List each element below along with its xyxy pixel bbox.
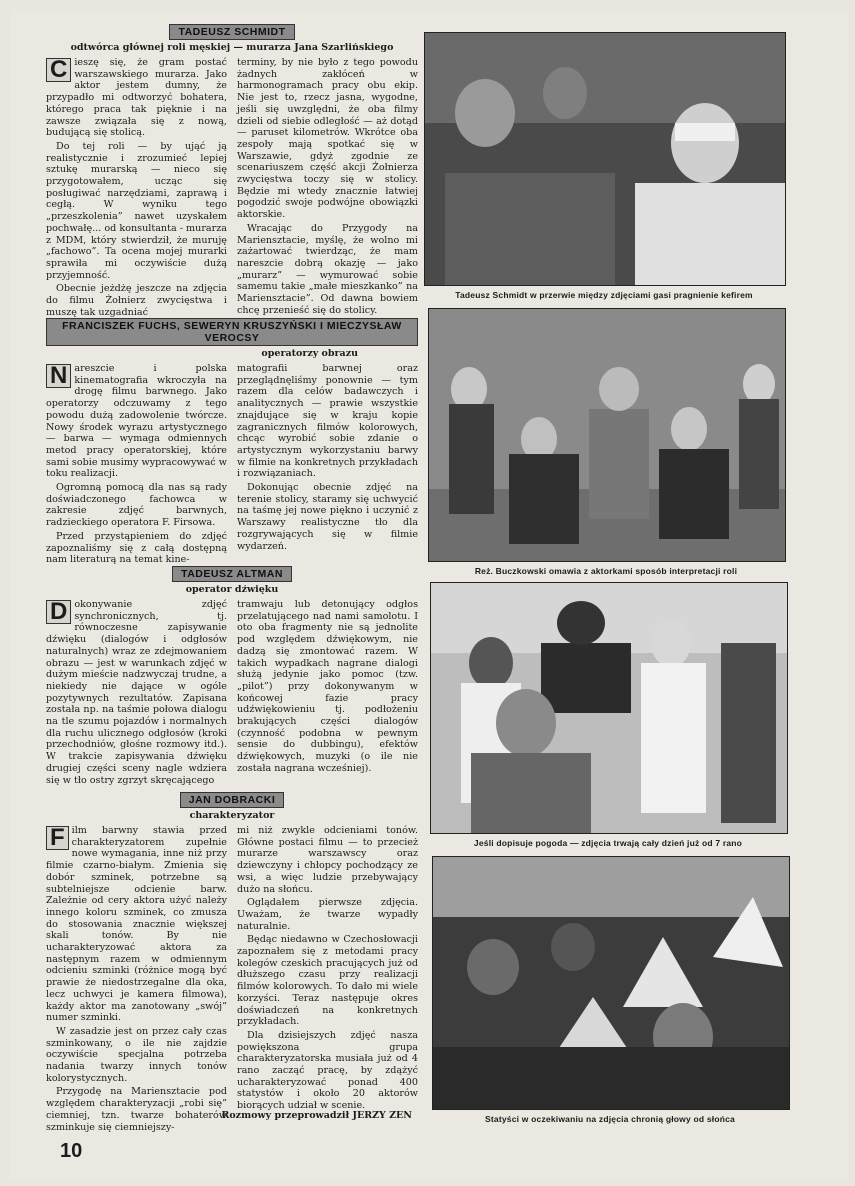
paragraph: tramwaju lub detonujący odgłos przelatującego nad nami samolotu. I oto oba fragmenty nie są jednolite pod względem dźwiękowym, nie dadzą się zmontować razem. W takich wypadkach nagrane dialogi służą jedynie jako pomoc (tzw. „pilot”) przy dokonywanym w końcowej fazie pracy udźwiękowieniu tj. podłożeniu brakujących części dialogów (czynność podobna w pewnym sensie do dubbingu), efektów dźwiękowych, muzyki (o ile nie została nagrana wcześniej). (237, 599, 418, 774)
person-name: JAN DOBRACKI (180, 792, 285, 808)
photo-placeholder (433, 857, 789, 1109)
paragraph: D okonywanie zdjęć synchronicznych, tj. równoczesne zapisywanie dźwięku (dialogów i odgłosów naturalnych) wraz ze zdejmowaniem obrazu — jest w warunkach zdjęć w dużym mieście nadzwyczaj trudne, a niekiedy nie dające w ogóle pozytywnych rezultatów. Zapisana została np. na taśmie połowa dialogu na tle szumu pojazdów i normalnych dla ruchu ulicznego odgłosów (kroki przechodniów, głośne rozmowy itd.). W trakcie zapisywania dźwięku drugiej części sceny nagle wdziera się w tło ostry zgrzyt skręcającego (46, 598, 227, 786)
paragraph: Dokonując obecnie zdjęć na terenie stolicy, staramy się uchwycić na taśmę jej nowe piękno i uczynić z Warszawy realistyczne tło dla rozgrywających się w filmie wydarzeń. (237, 482, 418, 552)
section-altman (46, 562, 418, 784)
paragraph: Przed przystąpieniem do zdjęć zapoznaliśmy się z całą dostępną nam literaturą na temat kine- (46, 530, 227, 566)
drop-cap: N (46, 364, 71, 388)
person-role: odtwórca głównej roli męskiej — murarza Jana Szarlińskiego (70, 42, 394, 53)
text-column-2 (237, 599, 418, 788)
text-columns (46, 57, 418, 320)
drop-cap: D (46, 600, 71, 624)
person-name: FRANCISZEK FUCHS, SEWERYN KRUSZYŃSKI I MIECZYSŁAW VEROCSY (46, 318, 418, 346)
text-columns (46, 363, 418, 568)
photo-director-actresses (428, 308, 786, 562)
section-header (46, 788, 418, 821)
paragraph: N areszcie i polska kinematografia wkroczyła na drogę filmu barwnego. Jako operatorzy odczuwamy z tego powodu dużą zadowolenie twórcze. Nowy środek wyrazu artystycznego — barwa — wymaga odmiennych metod pracy operatorskiej, które sami sobie musimy wypracowywać w toku realizacji. (46, 362, 227, 480)
photo-caption: Jeśli dopisuje pogoda — zdjęcia trwają cały dzień już od 7 rano (473, 838, 743, 848)
photo-placeholder (429, 309, 785, 561)
photo-actor-drinking (424, 32, 786, 286)
page-number: 10 (60, 1140, 83, 1162)
paragraph: Będąc niedawno w Czechosłowacji zapoznałem się z metodami pracy kolegów czeskich pracujących już od dłuższego czasu przy realizacji filmów kolorowych. To dało mi wiele korzyści. Teraz następuje okres doświadczeń na konkretnych przykładach. (237, 934, 418, 1028)
photo-placeholder (425, 33, 785, 285)
paragraph: Wracając do Przygody na Mariensztacie, myślę, że wolno mi zażartować twierdząc, że mam nareszcie dobrą okazję — jako „murarz” — wymurować sobie samemu takie „małe mieszkanko” na Mariensztacie”. Od dawna bowiem chcę przenieść się do stolicy. (237, 222, 418, 316)
paragraph: C ieszę się, że gram postać warszawskiego murarza. Jako aktor jestem dumny, że przypadło mi odtworzyć bohatera, którego praca tak pięknie i na zawsze związała się z nową, budującą się stolicą. (46, 56, 227, 139)
paragraph: Oglądałem pierwsze zdjęcia. Uważam, że twarze wypadły naturalnie. (237, 897, 418, 932)
text-column-1 (46, 599, 227, 788)
text-columns (46, 825, 418, 1135)
section-operators (46, 318, 418, 566)
text-column-1 (46, 363, 227, 568)
paragraph: terminy, by nie było z tego powodu żadnych zakłóceń w harmonogramach pracy obu ekip. Nie jest to, rzecz jasna, wygodne, jeśli się uwzględni, że oba filmy dzieli od siebie odległość — aż dotąd — paruset kilometrów. Wkrótce oba zespoły mają spotkać się w Warszawie, gdyż zgodnie ze scenariuszem część akcji Żołnierza zwycięstwa toczy się w stolicy. Będzie mi wtedy znacznie łatwiej pogodzić swoje podwójne obowiązki aktorskie. (237, 57, 418, 221)
text-column-1 (46, 57, 227, 320)
paragraph: matografii barwnej oraz przeglądnęliśmy ponownie — tym razem dla celów badawczych i analitycznych — prawie wszystkie znajdujące się w kraju kopie zagranicznych filmów kolorowych, chcąc wyrobić sobie zdanie o artystycznym wykorzystaniu barwy w filmie na konkretnych przykładach i rozwiązaniach. (237, 363, 418, 480)
text-columns (46, 599, 418, 788)
person-name: TADEUSZ SCHMIDT (169, 24, 294, 40)
photo-extras-waiting (432, 856, 790, 1110)
paragraph: Dla dzisiejszych zdjęć nasza powiększona grupa charakteryzatorska musiała już od 4 rano zacząć pracę, by zdążyć ucharakteryzować ponad 400 statystów i około 20 aktorów biorących udział w scenie. (237, 1029, 418, 1112)
paragraph: Ogromną pomocą dla nas są rady doświadczonego fachowca w zakresie zdjęć barwnych, radzieckiego operatora F. Firsowa. (46, 482, 227, 529)
person-role: operatorzy obrazu (261, 348, 358, 359)
photo-caption: Statyści w oczekiwaniu na zdjęcia chronią głowy od słońca (485, 1114, 735, 1124)
drop-cap: C (46, 58, 71, 82)
person-role: charakteryzator (189, 810, 275, 821)
text-column-2 (237, 363, 418, 568)
paragraph: Przygodę na Mariensztacie pod względem charakteryzacji „robi się” ciemniej, tzn. twarze bohaterów szminkuje się ciemniejszy- (46, 1086, 227, 1133)
paragraph: Obecnie jeżdżę jeszcze na zdjęcia do filmu Żołnierz zwycięstwa i muszę tak uzgadniać (46, 283, 227, 318)
person-role: operator dźwięku (185, 584, 279, 595)
section-schmidt (46, 20, 418, 318)
text-column-1 (46, 825, 227, 1135)
photo-camera-crew (430, 582, 788, 834)
paragraph: F ilm barwny stawia przed charakteryzatorem zupełnie nowe wymagania, inne niż przy filmie czarno-białym. Zmienia się dobór szminek, potrzebne są subtelniejsze odcienie barw. Zależnie od cery aktora użyć należy innego koloru szminek, co zmusza do stosowania znacznie większej skali tonów. By nie ucharakteryzować aktora za następnym razem w odmiennym odcieniu szminki (różnice mogą być prawie że niedostrzegalne dla oka, lecz uchwyci je kamera filmowa), każdy aktor ma zanotowany „swój” numer szminki. (46, 824, 227, 1024)
text-column-2 (237, 825, 418, 1135)
text-column-2 (237, 57, 418, 320)
photo-caption: Reż. Buczkowski omawia z aktorkami sposób interpretacji roli (474, 566, 738, 576)
section-header (46, 20, 418, 53)
paragraph: W zasadzie jest on przez cały czas szminkowany, o ile nie zajdzie oczywiście specjalna potrzeba nadania twarzy innych tonów kolorystycznych. (46, 1025, 227, 1084)
photo-caption: Tadeusz Schmidt w przerwie między zdjęciami gasi pragnienie kefirem (455, 290, 753, 300)
paragraph: Do tej roli — by ująć ją realistycznie i zrozumieć lepiej sztukę murarską — nieco się przygotowałem, ucząc się posługiwać narzędziami, zaprawą i cegłą. W wyniku tego „przeszkolenia” nawet uzyskałem pochwałę... od konsultanta - murarza z MDM, który stwierdził, że muruję „fachowo”. Ta ocena mojej murarki sprawiła mi oczywiście dużą przyjemność. (46, 140, 227, 281)
person-name: TADEUSZ ALTMAN (172, 566, 292, 582)
photo-placeholder (431, 583, 787, 833)
drop-cap: F (46, 826, 69, 850)
paragraph: mi niż zwykle odcieniami tonów. Główne postaci filmu — to przecież murarze warszawscy oraz dziewczyny i chłopcy pochodzący ze wsi, a więc ludzie przebywający dużo na słońcu. (237, 825, 418, 895)
interview-credit: Rozmowy przeprowadził JERZY ZEN (221, 1110, 412, 1121)
section-header (46, 318, 418, 359)
section-header (46, 562, 418, 595)
